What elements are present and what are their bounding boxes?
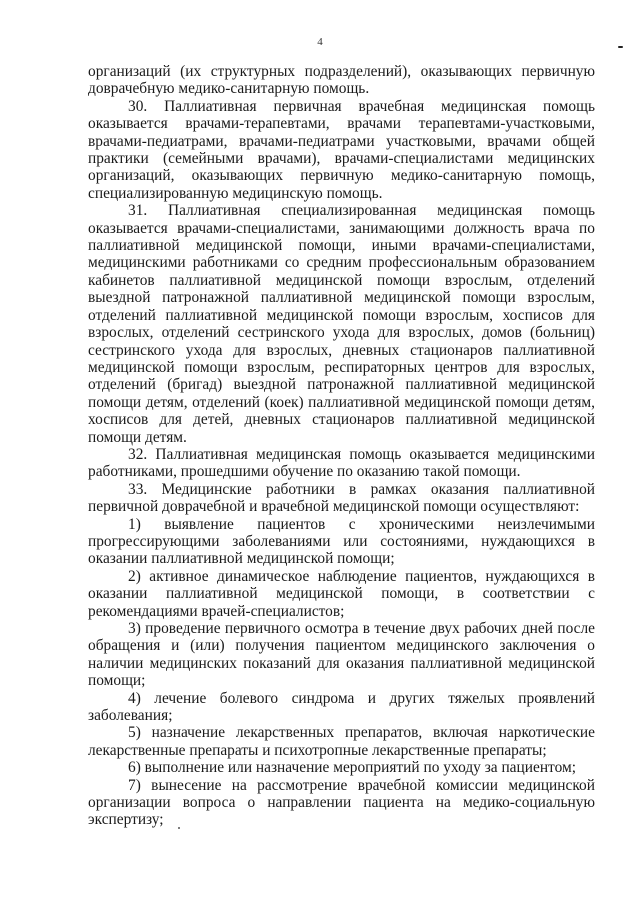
paragraph-31: 31. Паллиативная специализированная медицинская помощь оказывается врачами-специалистами, занимающими должность врача по паллиативной медицинской помощи, иными врачами-специалистами, медицинскими работниками со средним профессиональным образованием кабинетов паллиативной медицинской помощи взрослым, отделений выездной патронажной паллиативной медицинской помощи взрослым, отделений паллиативной медицинской помощи взрослым, хосписов для взрослых, отделений сестринского ухода для взрослых, домов (больниц) сестринского ухода для взрослых, дневных стационаров паллиативной медицинской помощи взрослым, респираторных центров для взрослых, отделений (бригад) выездной патронажной паллиативной медицинской помощи детям, отделений (коек) паллиативной медицинской помощи детям, хосписов для детей, дневных стационаров паллиативной медицинской помощи детям. — [88, 202, 595, 446]
paragraph-30: 30. Паллиативная первичная врачебная медицинская помощь оказывается врачами-терапевтами, врачами терапевтами-участковыми, врачами-педиатрами, врачами-педиатрами участковыми, врачами общей практики (семейными врачами), врачами-специалистами медицинских организаций, оказывающих первичную медико-санитарную помощь, специализированную медицинскую помощь. — [88, 97, 595, 202]
paragraph-continuation: организаций (их структурных подразделений), оказывающих первичную доврачебную медико-санитарную помощь. — [88, 63, 595, 98]
list-item-3: 3) проведение первичного осмотра в течение двух рабочих дней после обращения и (или) получения пациентом медицинского заключения о наличии медицинских показаний для оказания паллиативной медицинской помощи; — [88, 620, 595, 690]
paragraph-33: 33. Медицинские работники в рамках оказания паллиативной первичной доврачебной и врачебной медицинской помощи осуществляют: — [88, 480, 595, 516]
scan-dot — [178, 827, 180, 829]
list-item-2: 2) активное динамическое наблюдение пациентов, нуждающихся в оказании паллиативной медицинской помощи, в соответствии с рекомендациями врачей-специалистов; — [88, 567, 595, 620]
list-item-7: 7) вынесение на рассмотрение врачебной комиссии медицинской организации вопроса о направлении пациента на медико-социальную экспертизу; — [88, 776, 595, 829]
list-item-5: 5) назначение лекарственных препаратов, включая наркотические лекарственные препараты и психотропные лекарственные препараты; — [88, 724, 595, 759]
list-item-6: 6) выполнение или назначение мероприятий по уходу за пациентом; — [128, 759, 576, 777]
list-item-4: 4) лечение болевого синдрома и других тяжелых проявлений заболевания; — [88, 689, 595, 725]
page-number: 4 — [317, 36, 323, 48]
list-item-1: 1) выявление пациентов с хроническими неизлечимыми прогрессирующими заболеваниями или состояниями, нуждающихся в оказании паллиативной медицинской помощи; — [88, 515, 595, 568]
scan-mark — [618, 46, 623, 48]
paragraph-32: 32. Паллиативная медицинская помощь оказывается медицинскими работниками, прошедшими обучение по оказанию такой помощи. — [88, 445, 595, 481]
document-body — [88, 63, 595, 829]
